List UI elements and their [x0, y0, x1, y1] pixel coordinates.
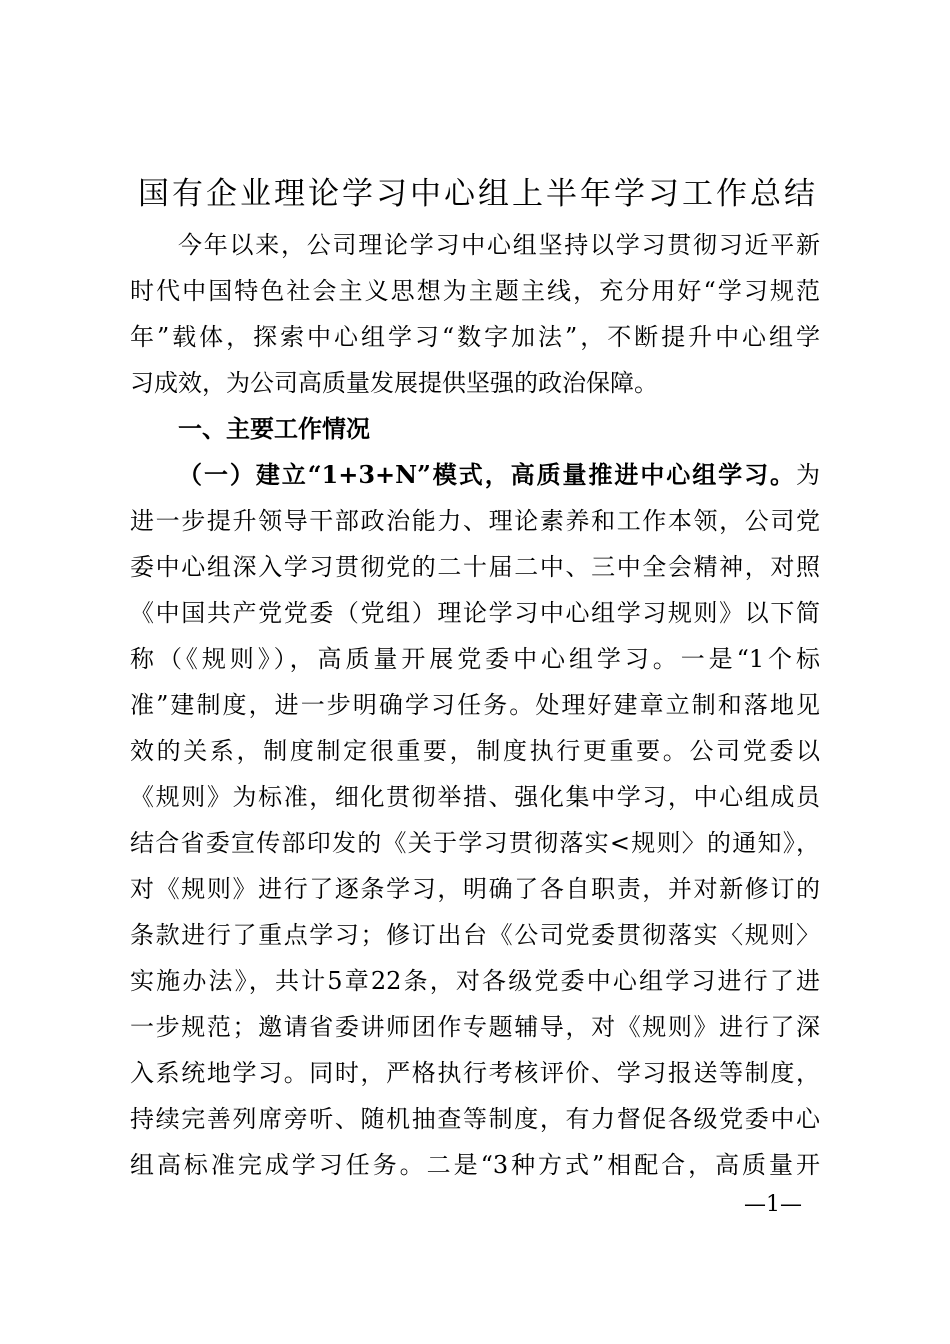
- page-number: —1—: [744, 1192, 802, 1217]
- body-line: 入系统地学习。同时，严格执行考核评价、学习报送等制度，: [130, 1059, 820, 1087]
- intro-line: 年”载体，探索中心组学习“数字加法”，不断提升中心组学: [130, 323, 820, 351]
- body-line: 准”建制度，进一步明确学习任务。处理好建章立制和落地见: [130, 691, 820, 719]
- document-title: 国有企业理论学习中心组上半年学习工作总结: [138, 176, 818, 212]
- intro-line: 时代中国特色社会主义思想为主题主线，充分用好“学习规范: [130, 277, 820, 305]
- body-line: 效的关系，制度制定很重要，制度执行更重要。公司党委以: [130, 737, 820, 765]
- subsection-lead-line: [178, 459, 820, 491]
- body-line: 条款进行了重点学习；修订出台《公司党委贯彻落实〈规则〉: [130, 921, 820, 949]
- body-line: 委中心组深入学习贯彻党的二十届二中、三中全会精神，对照: [130, 553, 820, 581]
- intro-line: 今年以来，公司理论学习中心组坚持以学习贯彻习近平新: [178, 231, 820, 259]
- body-line: 一步规范；邀请省委讲师团作专题辅导，对《规则》进行了深: [130, 1013, 820, 1041]
- body-line: 组高标准完成学习任务。二是“3种方式”相配合，高质量开: [130, 1151, 820, 1179]
- body-line: 实施办法》，共计5章22条，对各级党委中心组学习进行了进: [130, 967, 820, 995]
- subsection-lead-text: 为: [796, 461, 820, 489]
- intro-line: 习成效，为公司高质量发展提供坚强的政治保障。: [130, 369, 658, 397]
- body-line: 《规则》为标准，细化贯彻举措、强化集中学习，中心组成员: [130, 783, 820, 811]
- body-line: 《中国共产党党委（党组）理论学习中心组学习规则》以下简: [130, 599, 820, 627]
- body-line: 称（《规则》），高质量开展党委中心组学习。一是“1个标: [130, 645, 820, 673]
- body-line: 进一步提升领导干部政治能力、理论素养和工作本领，公司党: [130, 507, 820, 535]
- section-heading: 一、主要工作情况: [178, 414, 370, 443]
- body-line: 对《规则》进行了逐条学习，明确了各自职责，并对新修订的: [130, 875, 820, 903]
- body-line: 持续完善列席旁听、随机抽查等制度，有力督促各级党委中心: [130, 1105, 820, 1133]
- subsection-heading: （一）建立“1+3+N”模式，高质量推进中心组学习。: [178, 460, 796, 489]
- body-line: 结合省委宣传部印发的《关于学习贯彻落实<规则〉的通知》，: [130, 829, 820, 857]
